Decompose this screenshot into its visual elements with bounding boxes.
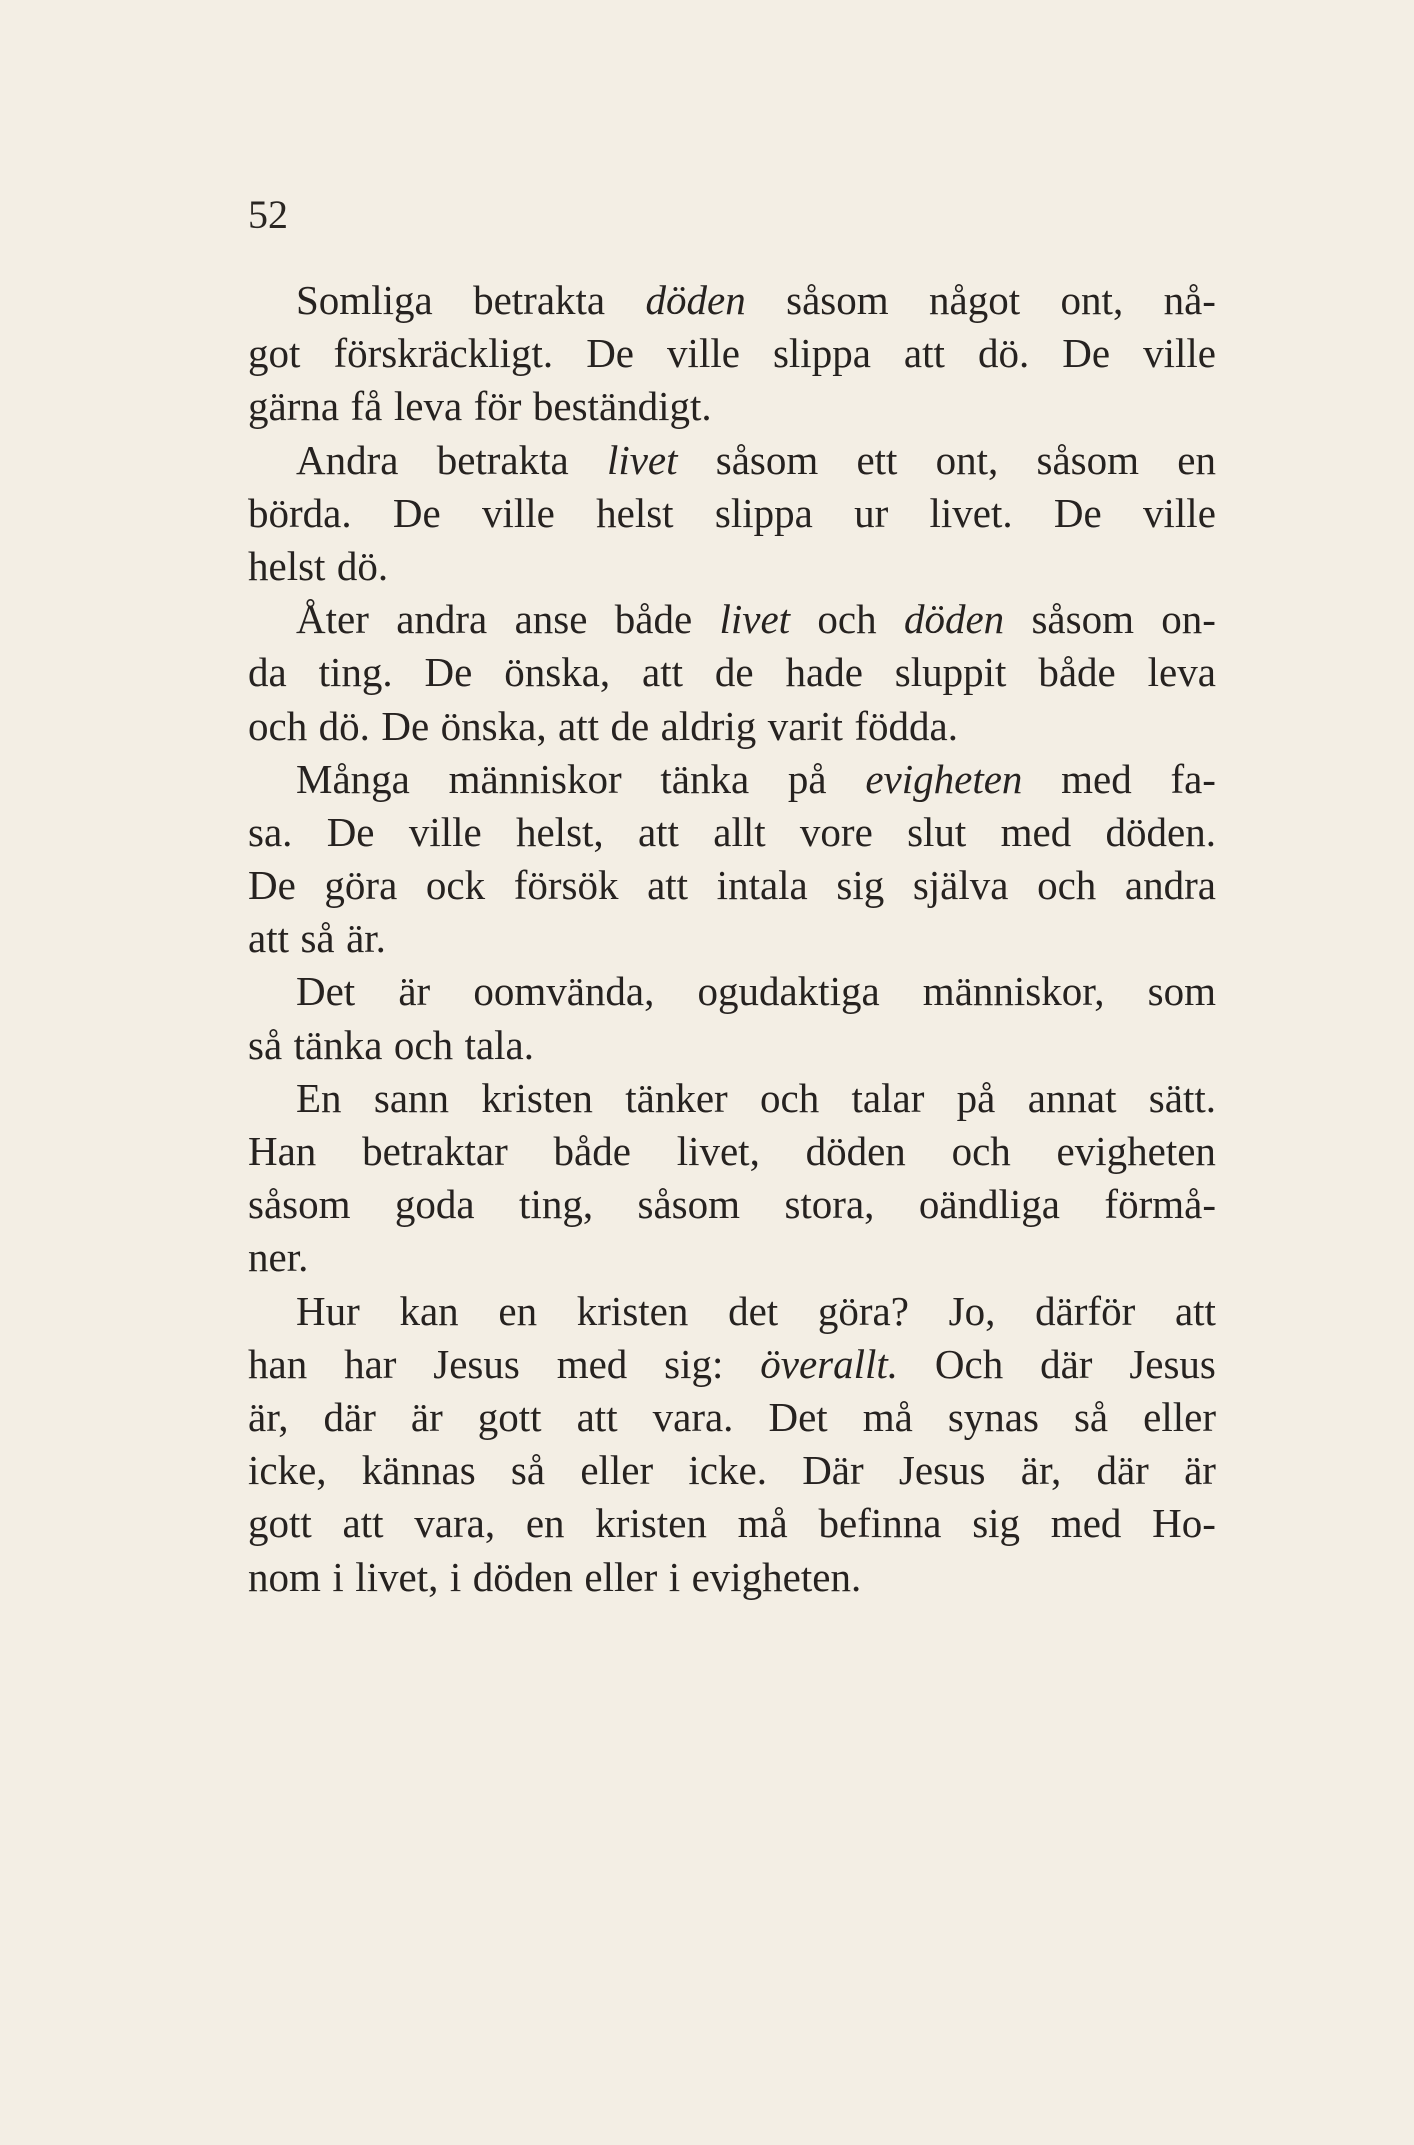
word: anse — [514, 596, 588, 643]
word: betrakta — [436, 436, 569, 483]
word: i — [449, 1553, 462, 1600]
word: för — [473, 383, 522, 430]
word: och — [1037, 862, 1097, 909]
word: andra — [396, 596, 488, 643]
word: sluppit — [894, 649, 1007, 696]
word: döden. — [1105, 808, 1216, 855]
word: därför — [1035, 1287, 1136, 1334]
text-line — [248, 1072, 1216, 1125]
word: slut — [907, 808, 967, 855]
word: Det — [296, 968, 356, 1015]
word: eller — [580, 1447, 654, 1494]
word: leva — [393, 383, 463, 430]
word: de — [610, 702, 650, 749]
word: dö. — [318, 702, 370, 749]
word: icke, — [248, 1447, 327, 1494]
word: att — [647, 862, 689, 909]
text-line — [248, 540, 1216, 593]
word: ont, — [935, 436, 999, 483]
word: Många — [296, 755, 410, 802]
word: döden — [805, 1128, 906, 1174]
text-line — [248, 593, 1216, 646]
word: är — [398, 968, 431, 1015]
word: och — [817, 596, 877, 643]
word: De — [424, 649, 473, 696]
word: De — [381, 702, 430, 749]
text-line — [248, 1231, 1216, 1284]
body-text — [248, 274, 1216, 1604]
word: oomvända, — [473, 968, 655, 1015]
word: Och — [934, 1340, 1004, 1387]
word: både — [1038, 649, 1116, 696]
word: så — [510, 1447, 546, 1494]
word: där — [1040, 1340, 1093, 1387]
italic-word: döden — [645, 277, 746, 323]
word: ont, — [1060, 277, 1124, 323]
word: med — [1061, 755, 1132, 802]
word: människor, — [922, 968, 1105, 1015]
italic-word: evigheten — [865, 755, 1023, 802]
text-line — [248, 859, 1216, 912]
word: hade — [785, 649, 863, 696]
word: nå- — [1163, 277, 1216, 323]
text-line — [248, 1444, 1216, 1497]
word: stora, — [784, 1181, 875, 1228]
word: Jo, — [948, 1287, 996, 1334]
word: de — [714, 649, 754, 696]
word: sig — [836, 862, 885, 909]
word: ett — [856, 436, 898, 483]
word: så — [248, 1021, 283, 1068]
word: både — [614, 596, 693, 643]
word: kännas — [361, 1447, 476, 1494]
text-line — [248, 806, 1216, 859]
word: vara. — [652, 1393, 734, 1440]
word: att — [642, 649, 684, 696]
word: förskräckligt. — [333, 330, 554, 377]
word: börda. — [248, 489, 352, 536]
word: Där — [802, 1447, 864, 1494]
word: kristen — [595, 1500, 707, 1547]
word: människor — [448, 755, 622, 802]
word: är, — [1020, 1447, 1062, 1494]
word: något — [929, 277, 1021, 323]
word: så — [1073, 1393, 1109, 1440]
text-line — [248, 1019, 1216, 1072]
word: både — [553, 1128, 631, 1174]
word: göra? — [817, 1287, 909, 1334]
word: gott — [248, 1500, 312, 1547]
word: aldrig — [660, 702, 757, 749]
word: vore — [799, 808, 873, 855]
word: ur — [854, 489, 889, 536]
word: Jesus — [898, 1447, 986, 1494]
word: såsom — [1031, 596, 1134, 643]
word: ville — [1143, 489, 1216, 536]
word: är. — [346, 915, 386, 962]
text-line — [248, 965, 1216, 1018]
word: och — [248, 702, 308, 749]
text-line — [248, 1497, 1216, 1550]
word: annat — [1027, 1074, 1117, 1121]
word: sa. — [248, 808, 293, 855]
word: han — [248, 1340, 308, 1387]
word: ner. — [248, 1234, 309, 1281]
word: intala — [716, 862, 808, 909]
word: med — [1000, 808, 1072, 855]
word: Det — [768, 1393, 828, 1440]
word: oändliga — [918, 1181, 1060, 1228]
word: är — [1184, 1447, 1216, 1494]
word: göra — [324, 862, 398, 909]
italic-word: överallt. — [760, 1340, 899, 1387]
word: att — [248, 915, 289, 962]
word: livet, — [676, 1128, 760, 1174]
word: ville — [408, 808, 482, 855]
word: Jesus — [1129, 1340, 1216, 1387]
word: talar — [851, 1074, 925, 1121]
italic-word: livet — [719, 596, 791, 643]
word: önska, — [504, 649, 611, 696]
word: som — [1147, 968, 1216, 1015]
word: sig: — [664, 1340, 724, 1387]
word: i — [668, 1553, 681, 1600]
word: dö. — [977, 330, 1030, 377]
word: själva — [912, 862, 1009, 909]
word: allt — [713, 808, 766, 855]
word: slippa — [772, 330, 871, 377]
word: är, — [248, 1393, 289, 1440]
word: helst, — [515, 808, 604, 855]
word: sig — [972, 1500, 1021, 1547]
text-line — [248, 1391, 1216, 1444]
text-line — [248, 1285, 1216, 1338]
word: att — [342, 1500, 384, 1547]
word: tänka — [293, 1021, 383, 1068]
word: andra — [1124, 862, 1216, 909]
word: eller — [1143, 1393, 1216, 1440]
word: eller — [584, 1553, 658, 1600]
word: kristen — [481, 1074, 593, 1121]
word: må — [737, 1500, 788, 1547]
word: och — [760, 1074, 820, 1121]
word: goda — [394, 1181, 475, 1228]
word: helst — [248, 542, 326, 589]
text-line — [248, 274, 1216, 327]
word: icke. — [688, 1447, 767, 1494]
word: De — [326, 808, 375, 855]
word: få — [350, 383, 383, 430]
word: slippa — [714, 489, 813, 536]
text-line — [248, 912, 1216, 965]
word: Han — [248, 1128, 317, 1174]
word: betrakta — [473, 277, 606, 323]
word: födda. — [854, 702, 958, 749]
word: är — [410, 1393, 443, 1440]
word: sätt. — [1148, 1074, 1216, 1121]
word: ock — [425, 862, 486, 909]
word: Somliga — [296, 277, 433, 323]
text-line — [248, 753, 1216, 806]
word: såsom — [1036, 436, 1140, 483]
word: ville — [1143, 330, 1216, 377]
word: så — [300, 915, 335, 962]
text-line — [248, 1178, 1216, 1231]
word: där — [1096, 1447, 1149, 1494]
word: såsom — [248, 1181, 351, 1228]
word: En — [296, 1074, 342, 1121]
word: fa- — [1170, 755, 1216, 802]
text-line — [248, 1125, 1216, 1178]
word: De — [392, 489, 441, 536]
word: livet. — [929, 489, 1013, 536]
word: beständigt. — [532, 383, 712, 430]
word: det — [728, 1287, 779, 1334]
word: att — [1174, 1287, 1216, 1334]
word: Andra — [296, 436, 399, 483]
word: såsom — [786, 277, 889, 323]
word: kan — [399, 1287, 459, 1334]
word: tänker — [625, 1074, 728, 1121]
word: ville — [667, 330, 740, 377]
word: döden — [472, 1553, 573, 1600]
word: Jesus — [433, 1340, 520, 1387]
italic-word: livet — [606, 436, 678, 483]
word: och — [393, 1021, 454, 1068]
word: att — [558, 702, 600, 749]
word: och — [951, 1128, 1011, 1174]
word: gott — [477, 1393, 542, 1440]
word: helst — [596, 489, 674, 536]
word: en — [525, 1500, 565, 1547]
word: sann — [373, 1074, 450, 1121]
word: livet, — [355, 1553, 439, 1600]
word: De — [586, 330, 635, 377]
text-line — [248, 434, 1216, 487]
page-number: 52 — [248, 192, 288, 237]
word: må — [862, 1393, 913, 1440]
word: har — [344, 1340, 397, 1387]
word: De — [248, 862, 296, 909]
word: evigheten. — [691, 1553, 862, 1600]
word: såsom — [637, 1181, 741, 1228]
word: försök — [513, 862, 619, 909]
word: gärna — [248, 383, 340, 430]
word: i — [332, 1553, 344, 1600]
word: leva — [1147, 649, 1216, 696]
word: tala. — [464, 1021, 534, 1068]
word: ting. — [318, 649, 393, 696]
text-line — [248, 1338, 1216, 1391]
word: såsom — [715, 436, 819, 483]
word: synas — [947, 1393, 1039, 1440]
word: på — [956, 1074, 996, 1121]
word: kristen — [576, 1287, 689, 1334]
word: där — [323, 1393, 376, 1440]
word: on- — [1161, 596, 1216, 643]
word: varit — [767, 702, 843, 749]
word: att — [903, 330, 945, 377]
word: evigheten — [1056, 1128, 1216, 1174]
word: got — [248, 330, 301, 377]
word: betraktar — [362, 1128, 508, 1174]
word: dö. — [336, 542, 389, 589]
text-line — [248, 646, 1216, 699]
text-line — [248, 487, 1216, 540]
word: en — [1177, 436, 1216, 483]
word: Åter — [296, 596, 369, 643]
word: tänka — [660, 755, 750, 802]
word: att — [576, 1393, 618, 1440]
text-line — [248, 1551, 1216, 1604]
word: ville — [481, 489, 555, 536]
word: De — [1053, 489, 1102, 536]
word: att — [637, 808, 679, 855]
word: på — [787, 755, 827, 802]
word: en — [498, 1287, 538, 1334]
text-line — [248, 327, 1216, 380]
word: Hur — [296, 1287, 360, 1334]
word: De — [1062, 330, 1111, 377]
italic-word: döden — [903, 596, 1005, 643]
word: ogudaktiga — [697, 968, 880, 1015]
text-line — [248, 380, 1216, 433]
word: Ho- — [1152, 1500, 1216, 1547]
word: önska, — [440, 702, 547, 749]
word: förmå- — [1104, 1181, 1216, 1228]
word: ting, — [519, 1181, 594, 1228]
word: vara, — [414, 1500, 496, 1547]
word: med — [1050, 1500, 1122, 1547]
word: da — [248, 649, 287, 696]
word: befinna — [818, 1500, 942, 1547]
word: med — [556, 1340, 628, 1387]
text-line — [248, 700, 1216, 753]
word: nom — [248, 1553, 321, 1600]
